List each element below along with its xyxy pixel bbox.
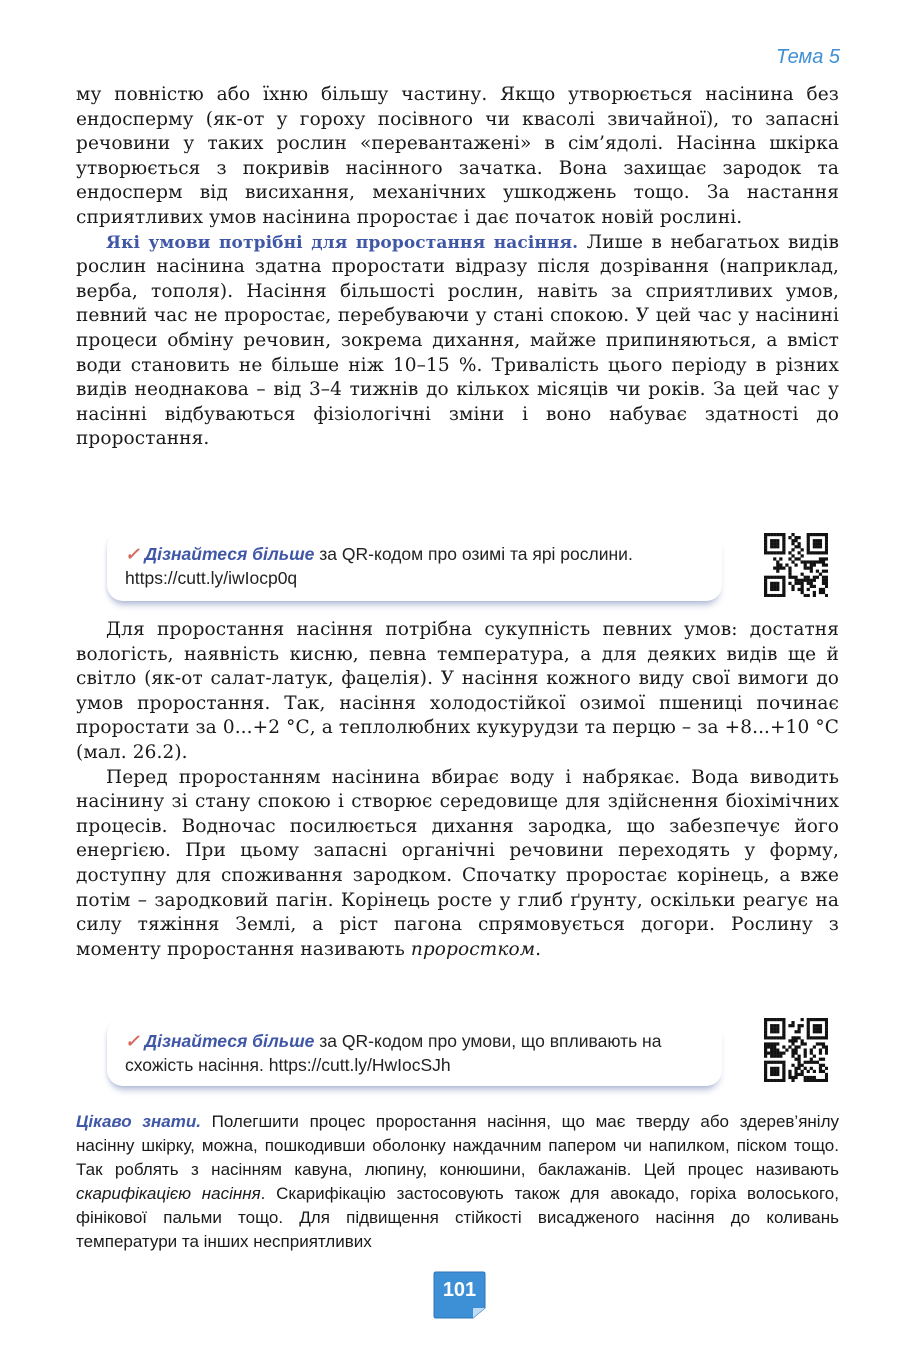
- check-icon: ✓: [125, 1031, 140, 1051]
- text-block-upper: [76, 83, 839, 452]
- paragraph-seed-coat: му повністю або їхню більшу частину. Якщо утворюється насінина без ендосперму (як-от у гороху посівного чи квасолі звичайної), то запасні речовини у таких рослин «перевантажені» в сім’ядолі. Насінна шкірка утворюється з покривів насінного зачатка. Вона захищає зародок та ендосперм від висихання, механічних ушкоджень тощо. За настання сприятливих умов насінина проростає і дає початок новій рослині.: [76, 84, 839, 228]
- paragraph-end: .: [535, 938, 542, 960]
- qr-code-icon: [764, 533, 828, 597]
- note-text: [125, 1029, 715, 1077]
- note-body: за QR-кодом про озимі та ярі рослини.: [314, 544, 633, 564]
- note-lead: Дізнайтеся більше: [144, 544, 315, 564]
- text-block-middle: [76, 618, 839, 962]
- paragraph-text: Перед проростанням насінина вбирає воду і набрякає. Вода виводить насінину зі стану спокою і створює середовище для здійснення біохімічних процесів. Водночас посилюється дихання зародка, що забезпечує його енергією. При цьому запасні органічні речовини переходять у форму, доступну для споживання зародком. Спочатку проростає корінець, а вже потім – зародковий пагін. Корінець росте у глиб ґрунту, оскільки реагує на силу тяжіння Землі, а ріст пагона спрямовується догори. Рослину з моменту проростання називають: [76, 766, 839, 960]
- learn-more-note-2: [107, 1018, 722, 1086]
- page-number-badge: [432, 1270, 487, 1320]
- learn-more-note-1: [107, 531, 722, 601]
- paragraph-text: Лише в небагатьох видів рослин насінина здатна проростати відразу після дозрівання (наприклад, верба, тополя). Насіння більшості рослин, навіть за сприятливих умов, певний час не проростає, перебуваючи у стані спокою. У цей час у насінині процеси обміну речовин, зокрема дихання, майже припиняються, а вміст води становить не більше ніж 10–15 %. Тривалість цього періоду в різних видів неоднакова – від 3–4 тижнів до кількох місяців чи років. За цей час у насінні відбуваються фізіологічні зміни і воно набуває здатності до проростання.: [76, 231, 839, 450]
- paragraph-conditions: Для проростання насіння потрібна сукупність певних умов: достатня вологість, наявність кисню, певна температура, а для деяких видів ще й світло (як-от салат-латук, фацелія). У насіння кожного виду свої вимоги до умов проростання. Так, насіння холодостійкої озимої пшениці починає проростати за 0...+2 °С, а теплолюбних кукурудзи та перцю – за +8...+10 °С (мал. 26.2).: [76, 619, 839, 763]
- topic-header: Тема 5: [776, 46, 840, 68]
- qr-code-icon: [764, 1018, 828, 1082]
- page-number: 101: [442, 1279, 477, 1301]
- check-icon: ✓: [125, 544, 140, 564]
- note-body: за QR-кодом про умови, що впливають на схожість насіння.: [125, 1031, 662, 1075]
- interesting-text: Полегшити процес проростання насіння, що має тверду або здерев’янілу насінну шкірку, можна, пошкодивши оболонку наждачним папером чи напилком, піском тощо. Так роблять з насінням кавуна, люпину, конюшини, баклажанів. Цей процес називають: [76, 1112, 840, 1179]
- note-lead: Дізнайтеся більше: [144, 1031, 315, 1051]
- term-scarification: скарифікацією насіння: [76, 1184, 261, 1203]
- paragraph-swelling: [76, 766, 839, 963]
- term-sprout: проростком: [410, 938, 536, 960]
- note-text: [125, 542, 715, 590]
- interesting-heading: Цікаво знати.: [76, 1112, 201, 1131]
- interesting-fact-block: [76, 1110, 839, 1254]
- paragraph-heading: Які умови потрібні для проростання насіння.: [106, 232, 579, 253]
- interesting-text-continued: . Скарифікацію застосовують також для авокадо, горіха волоського, фінікової пальми тощо. Для підвищення стійкості висадженого насіння до коливань температури та інших несприятливих: [76, 1184, 839, 1251]
- note-link[interactable]: https://cutt.ly/HwIocSJh: [268, 1055, 451, 1075]
- paragraph-germination-conditions: [76, 231, 839, 452]
- note-link[interactable]: https://cutt.ly/iwIocp0q: [125, 568, 298, 588]
